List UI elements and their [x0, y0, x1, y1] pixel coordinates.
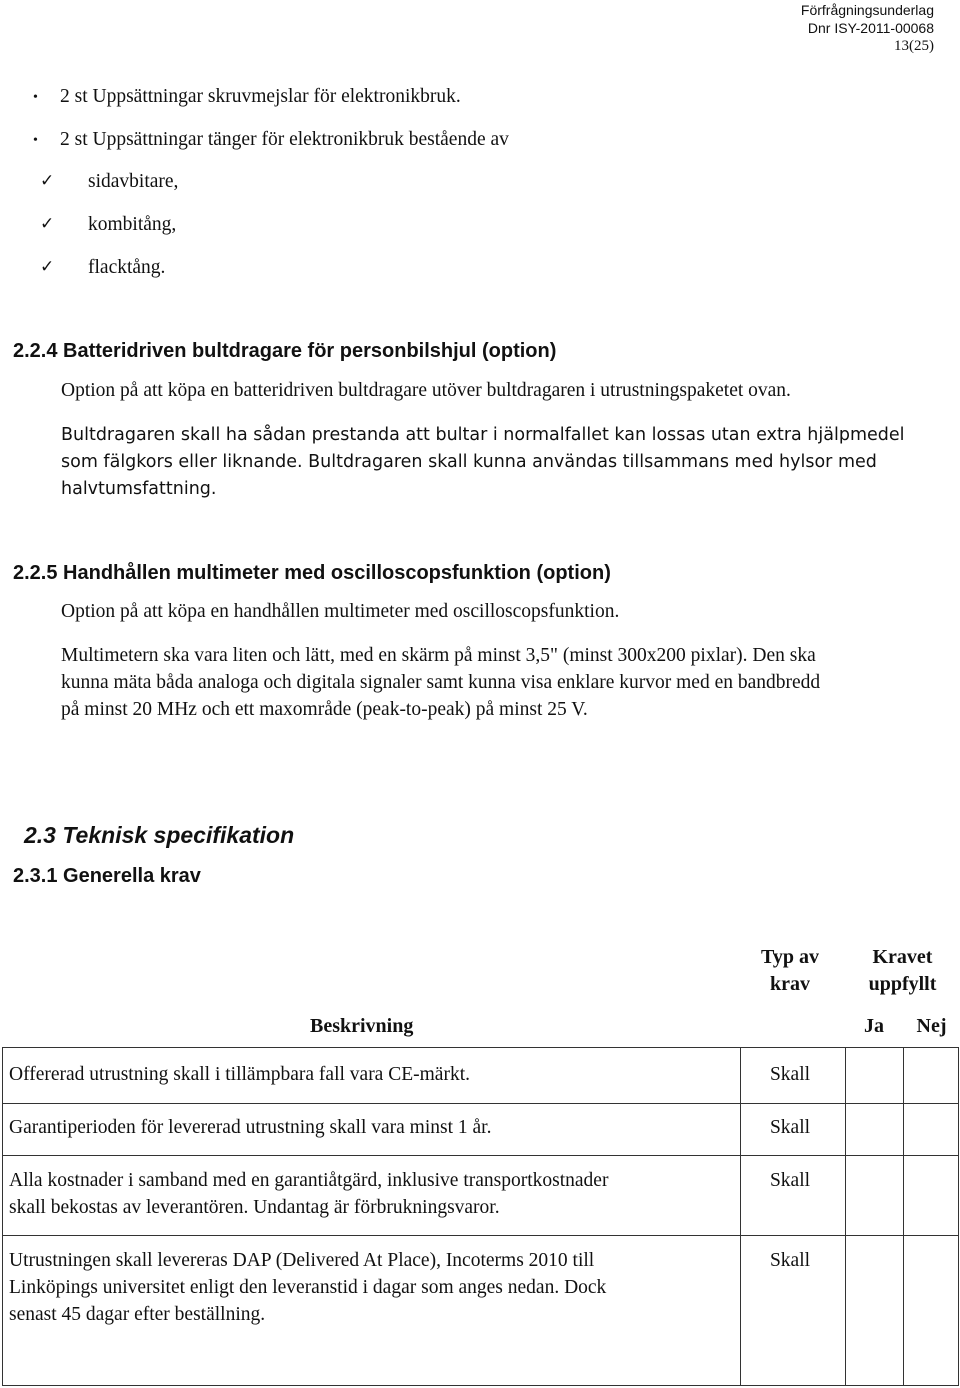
bullet-item: 2 st Uppsättningar tänger för elektronikbruk bestående av	[60, 129, 509, 150]
table-border	[845, 1047, 846, 1386]
table-cell-description: Offererad utrustning skall i tillämpbara fall vara CE-märkt.	[9, 1064, 470, 1085]
table-border	[740, 1047, 741, 1386]
table-rule	[2, 1047, 959, 1048]
paragraph-line: Bultdragaren skall ha sådan prestanda att bultar i normalfallet kan lossas utan extra hjälpmedel	[61, 425, 905, 445]
paragraph-line: halvtumsfattning.	[61, 479, 217, 499]
paragraph: Option på att köpa en handhållen multimeter med oscilloscopsfunktion.	[61, 601, 620, 622]
table-cell-description: Garantiperioden för levererad utrustning skall vara minst 1 år.	[9, 1117, 492, 1138]
checkmark-icon: ✓	[40, 171, 55, 191]
table-cell-description: skall bekostas av leverantören. Undantag är förbrukningsvaror.	[9, 1197, 500, 1218]
paragraph-line: Multimetern ska vara liten och lätt, med en skärm på minst 3,5" (minst 300x200 pixlar). Den ska	[61, 645, 816, 666]
bullet-item: 2 st Uppsättningar skruvmejslar för elektronikbruk.	[60, 86, 461, 107]
check-item: flacktång.	[88, 257, 166, 278]
table-cell-type: Skall	[769, 1250, 811, 1271]
col-header-yes: Ja	[864, 1015, 884, 1037]
bullet-icon: •	[33, 90, 38, 105]
table-rule	[2, 1155, 959, 1156]
paragraph: Option på att köpa en batteridriven bultdragare utöver bultdragaren i utrustningspaketet ovan.	[61, 380, 791, 401]
table-cell-description: Utrustningen skall levereras DAP (Delivered At Place), Incoterms 2010 till	[9, 1250, 595, 1271]
section-heading-2-3-1: 2.3.1 Generella krav	[13, 865, 201, 887]
table-cell-description: Linköpings universitet enligt den leveranstid i dagar som anges nedan. Dock	[9, 1277, 607, 1298]
table-rule	[2, 1103, 959, 1104]
paragraph-line: på minst 20 MHz och ett maxområde (peak-to-peak) på minst 25 V.	[61, 699, 588, 720]
table-border	[958, 1047, 959, 1386]
table-cell-type: Skall	[769, 1170, 811, 1191]
bullet-icon: •	[33, 133, 38, 148]
col-header-type-line2: krav	[770, 973, 810, 995]
document-number: Dnr ISY-2011-00068	[807, 20, 934, 36]
checkmark-icon: ✓	[40, 214, 55, 234]
table-cell-type: Skall	[769, 1064, 811, 1085]
col-header-description: Beskrivning	[310, 1015, 414, 1037]
section-heading-2-3: 2.3 Teknisk specifikation	[24, 822, 295, 848]
table-rule	[2, 1235, 959, 1236]
table-border	[2, 1047, 3, 1386]
table-cell-type: Skall	[769, 1117, 811, 1138]
paragraph-line: kunna mäta båda analoga och digitala signaler samt kunna visa enklare kurvor med en bandbredd	[61, 672, 821, 693]
table-rule	[2, 1385, 959, 1386]
section-heading-2-2-4: 2.2.4 Batteridriven bultdragare för personbilshjul (option)	[13, 340, 557, 362]
section-heading-2-2-5: 2.2.5 Handhållen multimeter med oscilloscopsfunktion (option)	[13, 562, 611, 584]
table-cell-description: Alla kostnader i samband med en garantiåtgärd, inklusive transportkostnader	[9, 1170, 609, 1191]
check-item: sidavbitare,	[88, 171, 179, 192]
paragraph-line: som fälgkors eller liknande. Bultdragaren skall kunna användas tillsammans med hylsor med	[61, 452, 877, 472]
checkmark-icon: ✓	[40, 257, 55, 277]
col-header-no: Nej	[916, 1015, 947, 1037]
table-cell-description: senast 45 dagar efter beställning.	[9, 1304, 266, 1325]
check-item: kombitång,	[88, 214, 177, 235]
col-header-fulfilled-line2: uppfyllt	[868, 973, 937, 995]
col-header-type-line1: Typ av	[761, 946, 819, 968]
col-header-fulfilled-line1: Kravet	[872, 946, 933, 968]
doc-type-label: Förfrågningsunderlag	[800, 2, 934, 18]
page-number: 13(25)	[894, 38, 934, 54]
table-border	[903, 1047, 904, 1386]
